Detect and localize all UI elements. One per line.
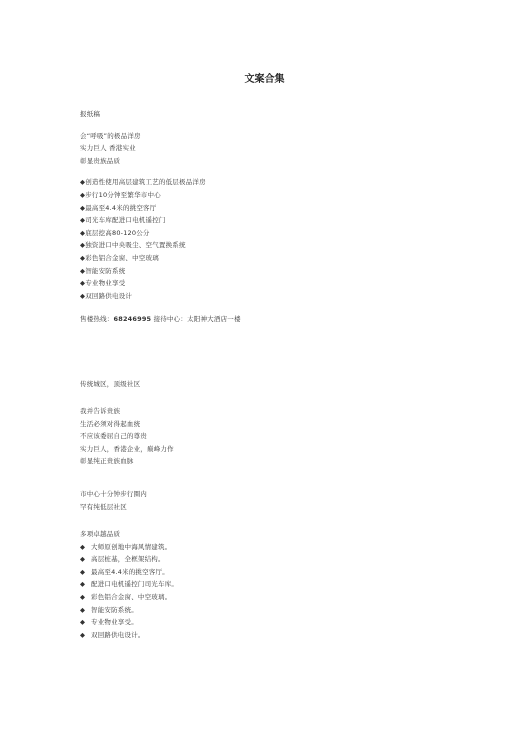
section-heading: 报纸稿 [80, 110, 101, 118]
diamond-bullet-icon: ◆ [80, 178, 86, 187]
bullet-item: ◆ 彩色铝合金窗、中空玻璃。 [80, 591, 178, 604]
text-line: 彰显纯正贵族血脉 [80, 457, 134, 466]
section-city-community [80, 378, 140, 391]
bullet-item: ◆智能安防系统 [80, 266, 126, 275]
text-line: 实力巨人，香港企业，巅峰力作 [80, 444, 174, 453]
diamond-bullet-icon: ◆ [80, 567, 86, 576]
text-line: 实力巨人 香港实业 [80, 144, 136, 153]
diamond-bullet-icon: ◆ [80, 555, 86, 564]
diamond-bullet-icon: ◆ [80, 630, 86, 639]
bullet-item: ◆步行10分钟至繁华市中心 [80, 190, 161, 199]
diamond-bullet-icon: ◆ [80, 580, 86, 589]
bullet-item: ◆独资进口中央吸尘、空气置换系统 [80, 241, 186, 250]
bullet-item: ◆创造性使用高层建筑工艺的低层极品洋房 [80, 178, 206, 187]
diamond-bullet-icon: ◆ [80, 542, 86, 551]
text-line: 传统城区，顶级社区 [80, 380, 141, 388]
bullet-item: ◆底层挖高80-120公分 [80, 228, 150, 237]
bullet-item: ◆专业物业享受 [80, 279, 126, 288]
diamond-bullet-icon: ◆ [80, 291, 86, 300]
bullet-item: ◆司光车库配进口电机遥控门 [80, 216, 166, 225]
bullet-item: ◆彩色铝合金窗、中空玻璃 [80, 253, 159, 262]
diamond-bullet-icon: ◆ [80, 253, 86, 262]
section-newspaper-copy [80, 108, 241, 326]
text-line: 彰显贵族品质 [80, 156, 121, 165]
diamond-bullet-icon: ◆ [80, 203, 86, 212]
text-line: 会“呼吸”的极品洋房 [80, 131, 141, 140]
text-line: 不应该委屈自己的尊贵 [80, 432, 147, 441]
bullet-item: ◆ 双回路供电设计。 [80, 629, 178, 642]
bullet-item: ◆ 智能安防系统。 [80, 604, 178, 617]
hotline-number: 68246995 [113, 315, 152, 324]
text-line: 生活必须对得起血统 [80, 419, 141, 428]
section-nobility [80, 405, 174, 468]
diamond-bullet-icon: ◆ [80, 618, 86, 627]
text-line: 市中心十分钟步行圈内 [80, 490, 147, 498]
hotline-line: 售楼热线：68246995 接待中心：太阳神大酒店一楼 [80, 315, 241, 324]
bullet-item: ◆ 高层桩基，全框架结构。 [80, 553, 178, 566]
text-line: 罕有纯低层社区 [80, 502, 127, 511]
section-heading: 多项卓越品质 [80, 530, 121, 538]
diamond-bullet-icon: ◆ [80, 241, 86, 250]
diamond-bullet-icon: ◆ [80, 228, 86, 237]
diamond-bullet-icon: ◆ [80, 190, 86, 199]
section-location [80, 488, 147, 513]
section-quality [80, 528, 178, 641]
text-line: 我并告诉贵族 [80, 407, 121, 415]
diamond-bullet-icon: ◆ [80, 605, 86, 614]
diamond-bullet-icon: ◆ [80, 279, 86, 288]
bullet-item: ◆ 配进口电机遥控门司光车库。 [80, 578, 178, 591]
bullet-item: ◆ 专业物业享受。 [80, 616, 178, 629]
page-title: 文案合集 [244, 74, 285, 85]
diamond-bullet-icon: ◆ [80, 266, 86, 275]
diamond-bullet-icon: ◆ [80, 592, 86, 601]
bullet-item: ◆双回路供电设计 [80, 291, 133, 300]
bullet-item: ◆ 大师原创地中海风情建筑。 [80, 541, 178, 554]
diamond-bullet-icon: ◆ [80, 216, 86, 225]
bullet-item: ◆ 最高至4.4米的挑空客厅。 [80, 566, 178, 579]
bullet-item: ◆最高至4.4米的挑空客厅 [80, 203, 157, 212]
